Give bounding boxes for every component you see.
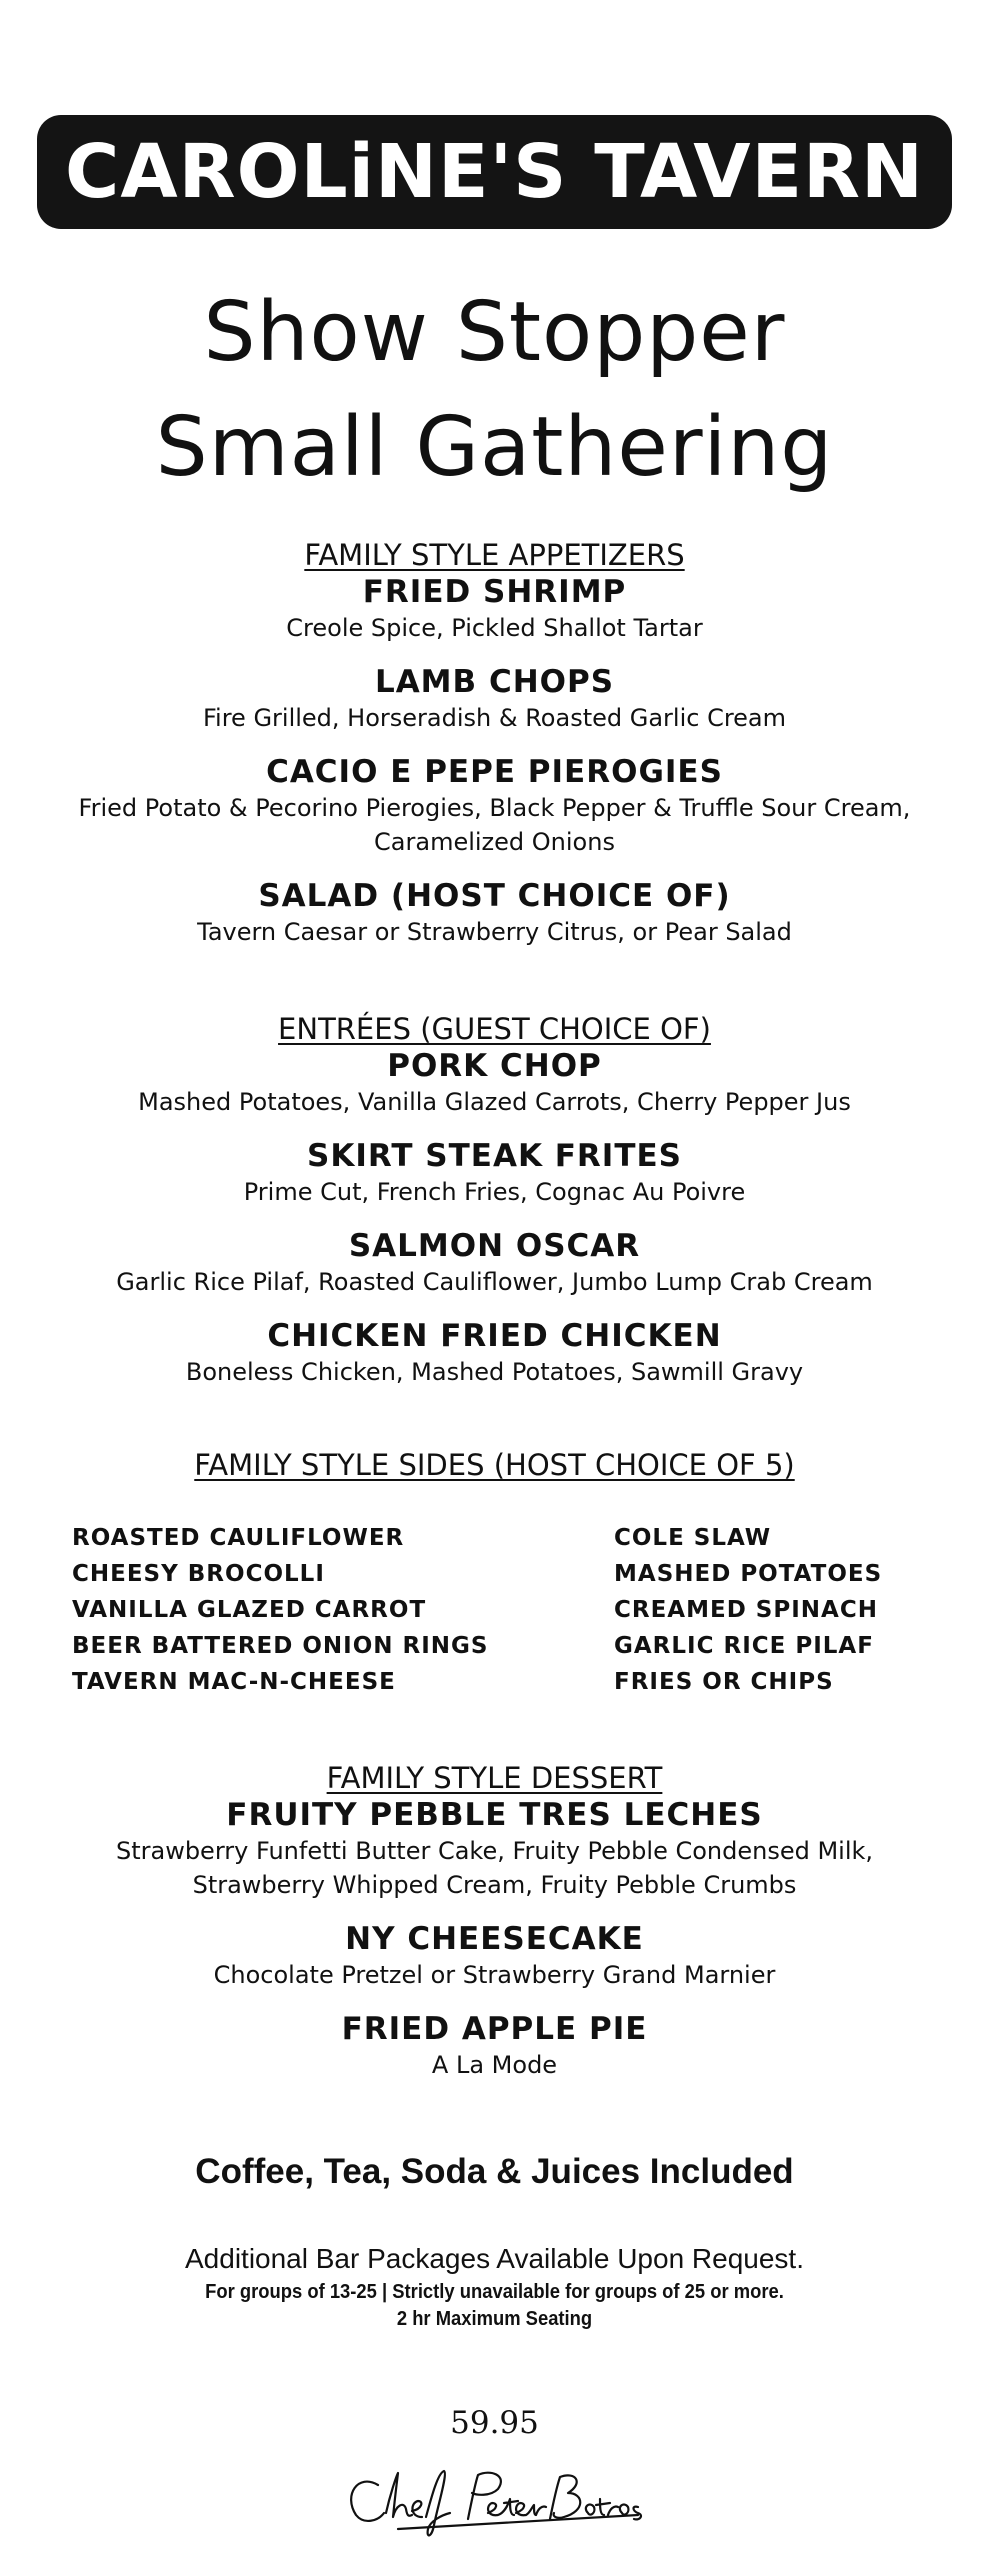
section-heading-appetizers: FAMILY STYLE APPETIZERS [304, 538, 685, 572]
side-item: CHEESY BROCOLLI [72, 1561, 325, 1587]
menu-item-name: FRUITY PEBBLE TRES LECHES [226, 1797, 763, 1833]
section-heading-entrees: ENTRÉES (GUEST CHOICE OF) [278, 1012, 711, 1046]
menu-item-description: Boneless Chicken, Mashed Potatoes, Sawmill Gravy [185, 1358, 804, 1386]
menu-item-name: SKIRT STEAK FRITES [307, 1138, 682, 1174]
menu-item-name: SALAD (HOST CHOICE OF) [258, 878, 731, 914]
menu-item-description: Fire Grilled, Horseradish & Roasted Garlic Cream [202, 704, 787, 732]
sides-section [0, 1447, 989, 1483]
side-item: MASHED POTATOES [614, 1561, 883, 1587]
menu-item-description: Strawberry Funfetti Butter Cake, Fruity Pebble Condensed Milk, Strawberry Whipped Cream, Fruity Pebble Crumbs [115, 1837, 874, 1899]
entrees-section [0, 1011, 989, 1389]
side-item: COLE SLAW [614, 1525, 772, 1551]
menu-item-name: FRIED SHRIMP [362, 574, 627, 610]
menu-item-description: Mashed Potatoes, Vanilla Glazed Carrots, Cherry Pepper Jus [138, 1088, 851, 1116]
menu-item-description: Creole Spice, Pickled Shallot Tartar [286, 614, 703, 642]
group-size-note: For groups of 13-25 | Strictly unavailable for groups of 25 or more. [205, 2281, 784, 2303]
menu-title-line1: Show Stopper [203, 285, 786, 380]
menu-item-description: Garlic Rice Pilaf, Roasted Cauliflower, Jumbo Lump Crab Cream [116, 1268, 873, 1296]
section-heading-dessert: FAMILY STYLE DESSERT [326, 1761, 663, 1795]
menu-item-name: LAMB CHOPS [374, 664, 615, 700]
appetizers-section [0, 537, 989, 949]
side-item: VANILLA GLAZED CARROT [72, 1597, 427, 1623]
chef-signature-image [338, 2455, 658, 2545]
side-item: GARLIC RICE PILAF [614, 1633, 874, 1659]
menu-item-name: CACIO E PEPE PIEROGIES [266, 754, 723, 790]
menu-item-name: PORK CHOP [387, 1048, 602, 1084]
side-item: FRIES OR CHIPS [614, 1669, 834, 1695]
dessert-section [0, 1760, 989, 2082]
price: 59.95 [450, 2405, 539, 2441]
menu-item-description: Tavern Caesar or Strawberry Citrus, or Pear Salad [197, 918, 792, 946]
side-item: BEER BATTERED ONION RINGS [72, 1633, 489, 1659]
menu-item-name: SALMON OSCAR [348, 1228, 641, 1264]
menu-item-description: Fried Potato & Pecorino Pierogies, Black Pepper & Truffle Sour Cream, Caramelized Onions [78, 794, 911, 856]
menu-item-description: Prime Cut, French Fries, Cognac Au Poivre [243, 1178, 746, 1206]
sides-list-left [72, 1520, 488, 1700]
menu-item-name: FRIED APPLE PIE [341, 2011, 648, 2047]
side-item: ROASTED CAULIFLOWER [72, 1525, 405, 1551]
bar-packages-note: Additional Bar Packages Available Upon Request. [185, 2243, 804, 2274]
menu-item-description: A La Mode [431, 2051, 558, 2079]
menu-item-name: NY CHEESECAKE [345, 1921, 644, 1957]
seating-note: 2 hr Maximum Seating [396, 2308, 593, 2330]
menu-title-line2: Small Gathering [155, 400, 834, 495]
restaurant-banner [37, 115, 952, 229]
menu-item-description: Chocolate Pretzel or Strawberry Grand Marnier [213, 1961, 776, 1989]
beverages-included: Coffee, Tea, Soda & Juices Included [195, 2152, 794, 2191]
side-item: TAVERN MAC-N-CHEESE [72, 1669, 396, 1695]
sides-list-right [614, 1520, 882, 1700]
section-heading-sides: FAMILY STYLE SIDES (HOST CHOICE OF 5) [194, 1448, 795, 1482]
restaurant-name: CAROLiNE'S TAVERN [65, 129, 924, 215]
side-item: CREAMED SPINACH [614, 1597, 878, 1623]
menu-item-name: CHICKEN FRIED CHICKEN [267, 1318, 722, 1354]
